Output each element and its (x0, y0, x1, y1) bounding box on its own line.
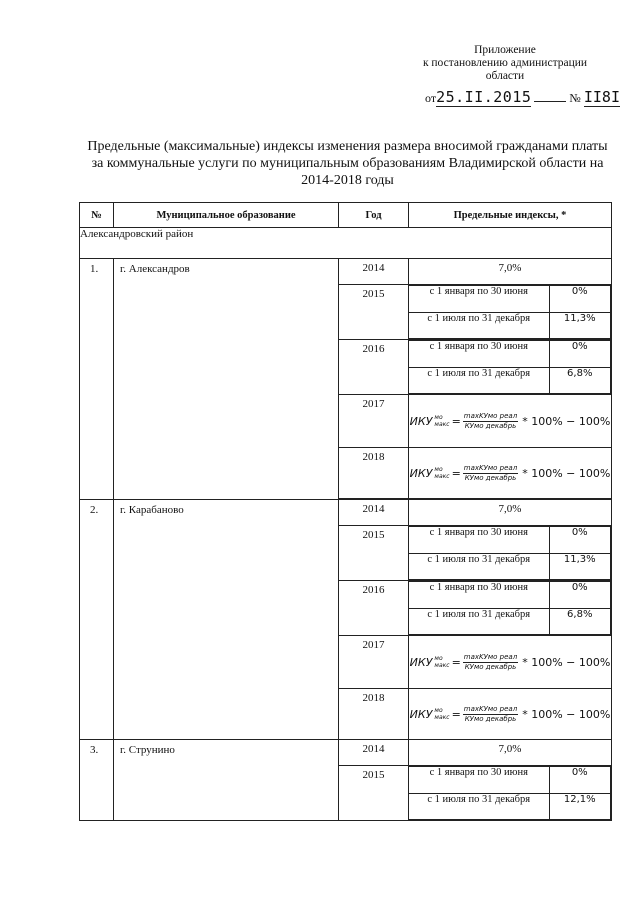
period-cell: с 1 января по 30 июня (409, 767, 549, 794)
formula-lhs: ИКУ (409, 414, 433, 428)
entry-name: г. Александров (114, 259, 339, 500)
formula-tail: * 100% − 100% (522, 655, 611, 669)
formula-sub: мо макс (434, 466, 450, 480)
formula: ИКУ мо макс = $\frac{\text{maxKУмо реал}}{\text{КУмо декабрь}}$ * 100% − 100% (409, 463, 611, 482)
period-cell: с 1 июля по 31 декабря (409, 367, 549, 394)
period-cell: с 1 января по 30 июня (409, 341, 549, 368)
entry-name: г. Струнино (114, 740, 339, 821)
header-num: № (80, 203, 114, 228)
index-value: 0% (549, 341, 611, 368)
year-cell: 2017 (339, 636, 409, 689)
formula-tail: * 100% − 100% (522, 414, 611, 428)
year-cell: 2017 (339, 395, 409, 448)
year-cell: 2018 (339, 448, 409, 499)
date-prefix: от (425, 91, 437, 105)
index-value: 7,0% (409, 500, 612, 526)
decree-date-line (425, 88, 620, 107)
index-value: 11,3% (549, 312, 611, 339)
entry-name: г. Карабаново (114, 500, 339, 740)
year-cell: 2016 (339, 340, 409, 395)
formula-lhs: ИКУ (409, 466, 433, 480)
formula-cell (409, 689, 612, 740)
formula-sub: мо макс (434, 414, 450, 428)
formula-fraction: $\frac{\text{maxKУмо реал}}{\text{КУмо декабрь}}$ (463, 463, 518, 482)
header-index: Предельные индексы, * (409, 203, 612, 228)
period-cell: с 1 июля по 31 декабря (409, 793, 549, 820)
table-row (80, 740, 612, 766)
formula-lhs: ИКУ (409, 655, 433, 669)
year-cell: 2014 (339, 740, 409, 766)
header-year: Год (339, 203, 409, 228)
index-value: 6,8% (549, 608, 611, 635)
index-value: 6,8% (549, 367, 611, 394)
formula-cell (409, 636, 612, 689)
formula-tail: * 100% − 100% (522, 466, 611, 480)
formula: ИКУ мо макс = $\frac{\text{maxKУмо реал}}{\text{КУмо декабрь}}$ * 100% − 100% (409, 411, 611, 430)
index-value: 0% (549, 582, 611, 609)
year-cell: 2015 (339, 766, 409, 821)
entry-num: 1. (80, 259, 114, 500)
index-value: 0% (549, 767, 611, 794)
index-value: 0% (549, 286, 611, 313)
index-value: 0% (549, 527, 611, 554)
period-cell: с 1 июля по 31 декабря (409, 608, 549, 635)
period-cell: с 1 января по 30 июня (409, 527, 549, 554)
appendix-title: Приложение (474, 44, 536, 56)
table-row (80, 500, 612, 526)
index-value: 11,3% (549, 553, 611, 580)
formula: ИКУ мо макс = $\frac{\text{maxKУмо реал}}{\text{КУмо декабрь}}$ * 100% − 100% (409, 652, 611, 671)
formula-sub: мо макс (434, 707, 450, 721)
formula-fraction: $\frac{\text{maxKУмо реал}}{\text{КУмо декабрь}}$ (463, 411, 518, 430)
region-row (80, 228, 612, 259)
formula-fraction: $\frac{\text{maxKУмо реал}}{\text{КУмо декабрь}}$ (463, 652, 518, 671)
appendix-subtitle-line2: области (485, 70, 525, 82)
index-table (79, 202, 612, 821)
index-value: 12,1% (549, 793, 611, 820)
period-cell: с 1 июля по 31 декабря (409, 312, 549, 339)
formula-tail: * 100% − 100% (522, 707, 611, 721)
table-row (80, 259, 612, 285)
table-header-row (80, 203, 612, 228)
formula: ИКУ мо макс = $\frac{\text{maxKУмо реал}}{\text{КУмо декабрь}}$ * 100% − 100% (409, 704, 611, 723)
document-title: Предельные (максимальные) индексы изменения размера вносимой гражданами платы за коммунальные услуги по муниципальным образованиям Владимирской области на 2014-2018 годы (87, 139, 608, 188)
decree-date: 25.II.2015 (436, 88, 532, 106)
year-cell: 2016 (339, 581, 409, 636)
formula-cell (409, 448, 612, 499)
header-mo: Муниципальное образование (114, 203, 339, 228)
year-cell: 2015 (339, 526, 409, 581)
period-cell: с 1 января по 30 июня (409, 286, 549, 313)
formula-sub: мо макс (434, 655, 450, 669)
formula-lhs: ИКУ (409, 707, 433, 721)
formula-cell (409, 395, 612, 448)
year-cell: 2014 (339, 259, 409, 285)
appendix-subtitle-line1: к постановлению администрации (422, 57, 588, 69)
entry-num: 2. (80, 500, 114, 740)
formula-fraction: $\frac{\text{maxKУмо реал}}{\text{КУмо декабрь}}$ (463, 704, 518, 723)
year-cell: 2014 (339, 500, 409, 526)
number-prefix: № (569, 91, 581, 105)
period-cell: с 1 июля по 31 декабря (409, 553, 549, 580)
year-cell: 2018 (339, 689, 409, 740)
appendix-header (400, 44, 610, 83)
decree-number: II8I (583, 88, 620, 106)
period-cell: с 1 января по 30 июня (409, 582, 549, 609)
year-cell: 2015 (339, 285, 409, 340)
entry-num: 3. (80, 740, 114, 821)
region-name: Александровский район (80, 228, 612, 259)
index-value: 7,0% (409, 259, 612, 285)
index-value: 7,0% (409, 740, 612, 766)
